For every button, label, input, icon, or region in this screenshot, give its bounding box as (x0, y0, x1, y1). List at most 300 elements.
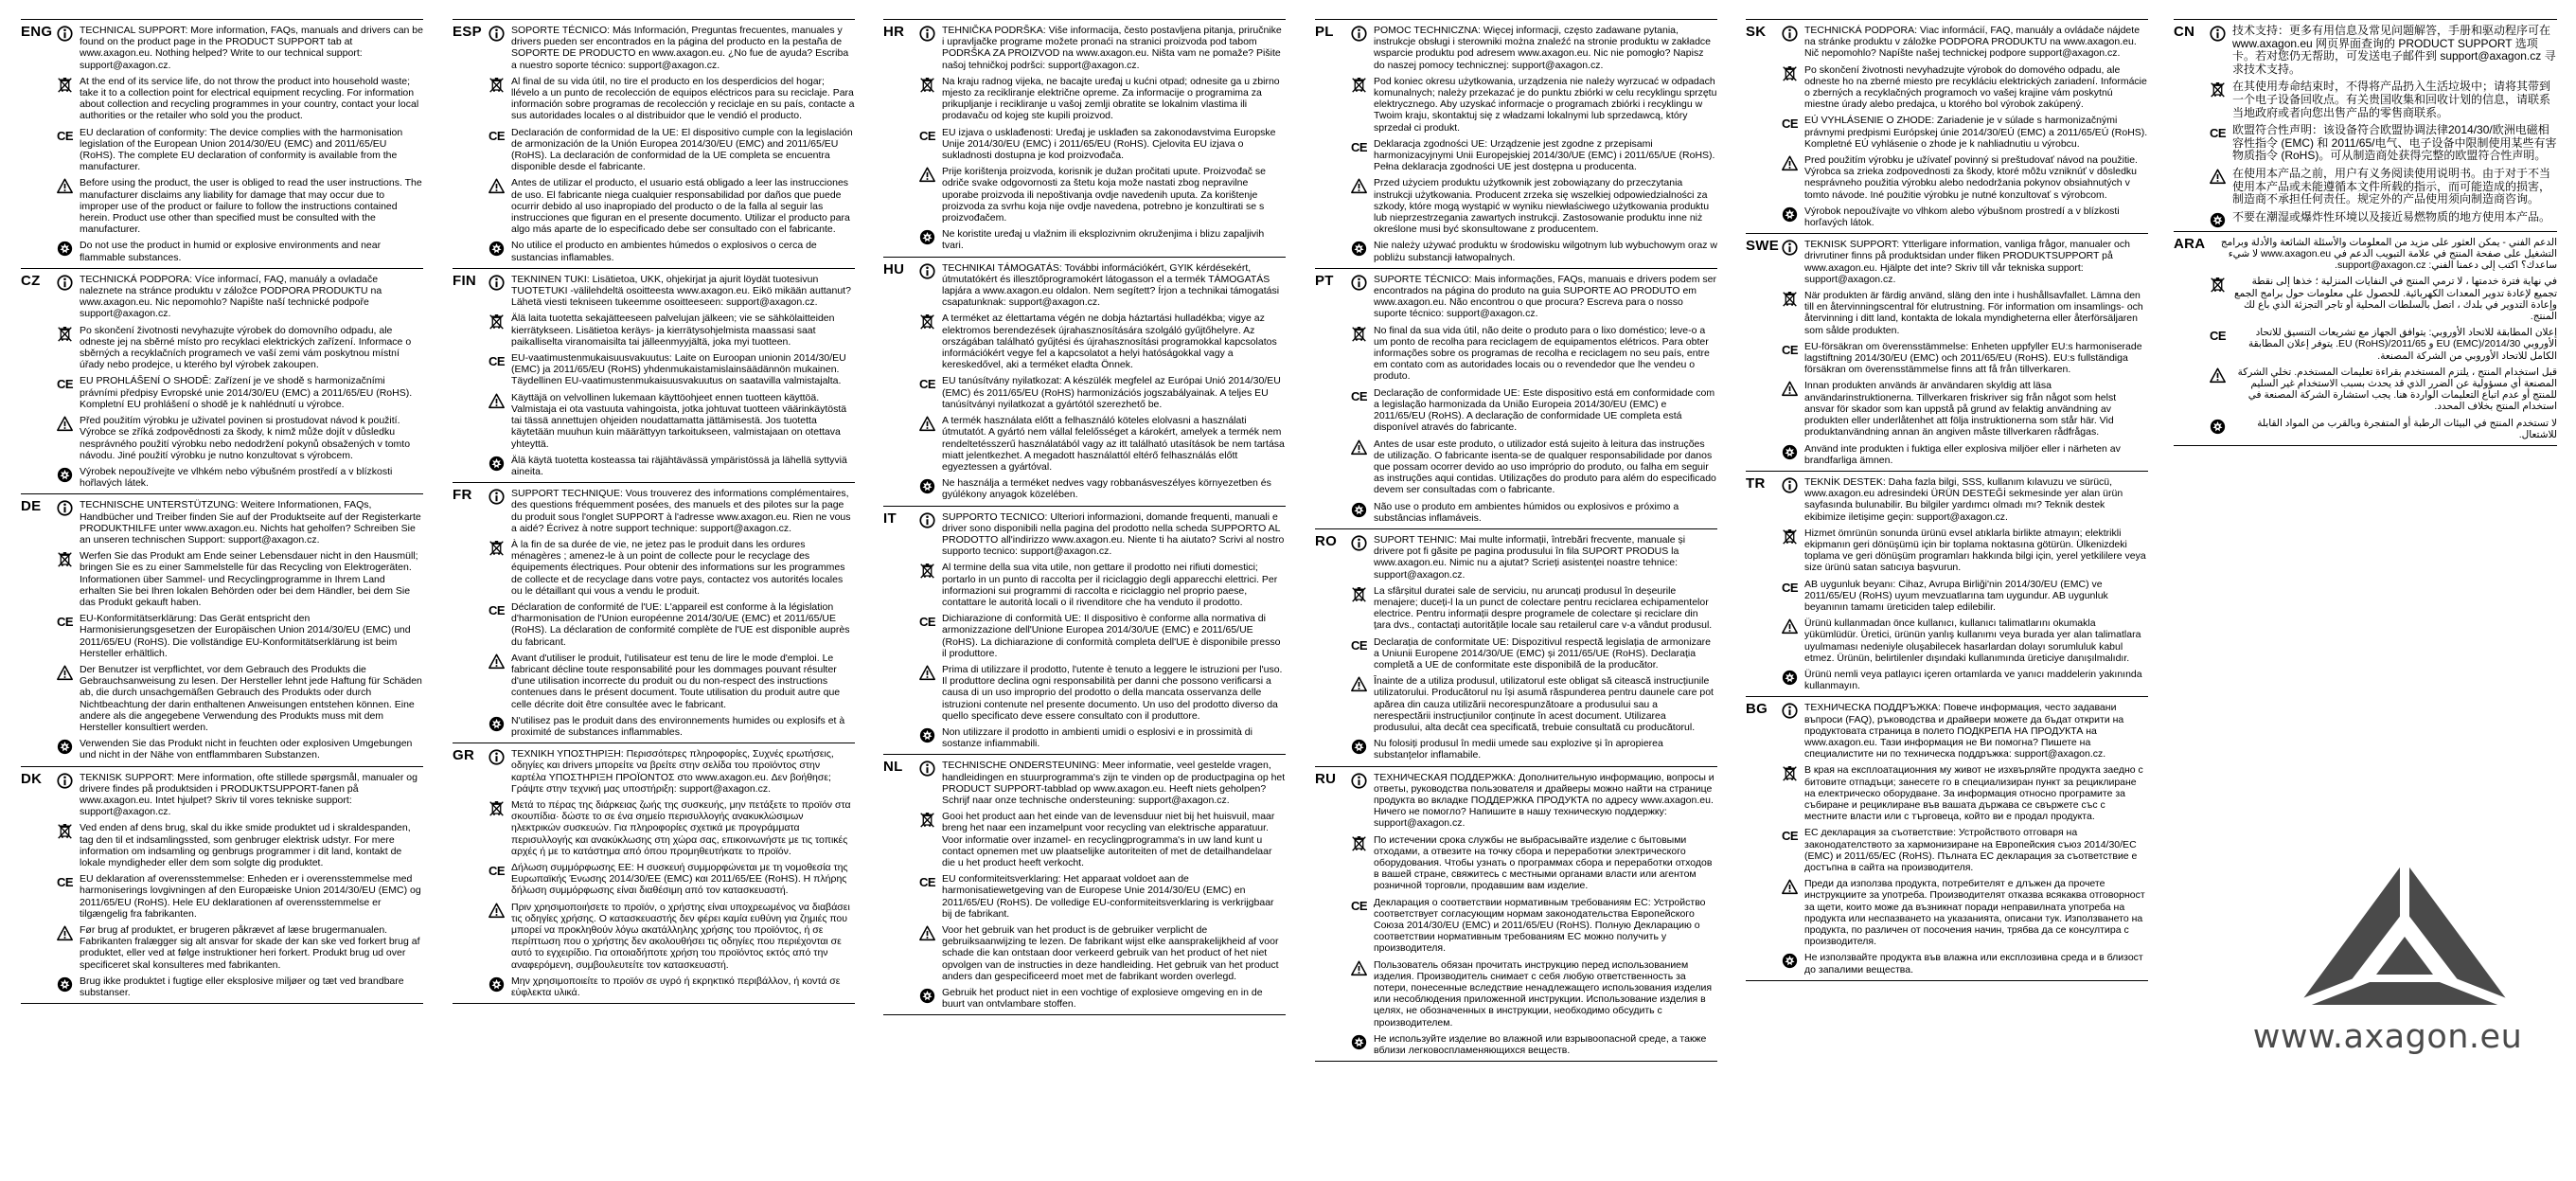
ce-mark-label: CE (1781, 116, 1799, 132)
notice-text: SOPORTE TÉCNICO: Más Información, Preguntas frecuentes, manuales y drivers pueden ser encontrados en la página del producto en la pestaña de SOPORTE DE PRODUCTO en www.axagon.eu. ¿No fue de ayuda? Escriba a nuestro soporte técnico: support@axagon.cz. (511, 25, 849, 71)
explosive-warning-icon (2210, 419, 2226, 435)
info-icon (489, 26, 505, 42)
language-entries (1351, 772, 1717, 1057)
ce-mark-icon (1782, 828, 1798, 844)
weee-bin-icon (1351, 326, 1367, 342)
notice-row (1351, 585, 1717, 632)
notice-row (1782, 878, 2148, 947)
warning-icon (2210, 367, 2226, 384)
language-entries (1351, 25, 1717, 263)
ce-mark-label: CE (918, 377, 936, 392)
notice-row (919, 760, 1286, 806)
notice-text: La sfârșitul duratei sale de serviciu, nu aruncați produsul în deșeurile menajere; duceți-l la un punct de colectare pentru reciclarea echipamentelor electrice. Pentru informații despre programele de colectare și reciclare din țara dvs., contactați autoritățile locale sau retailerul care v-a vândut produsul. (1374, 584, 1713, 632)
language-entries (57, 274, 423, 489)
language-section-cn (2174, 20, 2557, 232)
ce-mark-label: CE (1781, 342, 1799, 357)
ce-mark-icon (919, 128, 935, 144)
notice-row (1351, 387, 1717, 434)
language-entries (2210, 25, 2557, 226)
notice-row (489, 488, 855, 534)
notice-text: EU tanúsítvány nyilatkozat: A készülék megfelel az Európai Unió 2014/30/EU (EMC) és 2011/65/EU (RoHS) harmonizációs jogszabályainak. A teljes EU tanúsítványi nyilatkozat a gyártótól szerezhető be. (942, 375, 1281, 410)
language-code: IT (883, 510, 897, 527)
notice-row (489, 975, 855, 998)
notice-text: TECHNIKAI TÁMOGATÁS: További információkért, GYIK kérdésekért, útmutatókért és illesztőprogramokért látogasson el a termék TÁMOGATÁS lapjára a www.axagon.eu oldalon. Nem segített? Írjon a technikai támogatási csapatunknak: support@axagon.cz. (942, 261, 1280, 309)
language-code: DK (21, 770, 43, 787)
notice-row (1351, 534, 1717, 581)
notice-text: SUPORTE TÉCNICO: Mais informações, FAQs, manuais e drivers podem ser encontrados na página do produto na guia SUPORTE AO PRODUTO em www.axagon.eu. Não encontrou o que procura? Escreva para o nosso suporte técnico: support@axagon.cz. (1374, 273, 1716, 320)
notice-row (57, 664, 423, 733)
warning-icon (489, 653, 505, 670)
notice-text: Před použitím výrobku je uživatel povinen si prostudovat návod k použití. Výrobce se zříká zodpovědnosti za škody, k nimž může dojít v důsledku nesprávného použití výrobku nebo nedodržení pokynů obsažených v tomto návodu. Jiné použití výrobku je nutno konzultovat s výrobcem. (80, 415, 411, 461)
notice-text: قبل استخدام المنتج ، يلتزم المستخدم بقراءة تعليمات المستخدم. تخلي الشركة المصنعة أي مسؤولية عن الضرر الذي قد يحدث بسبب الاستخدام غير السليم للمنتج أو عدم اتباع التعليمات الواردة هنا. يجب استشارة الشركة المصنعة في استخدام المنتج بخلاف المحدد. (2237, 366, 2557, 413)
notice-text: Declaração de conformidade UE: Este dispositivo está em conformidade com a legislação harmonizada da União Europeia 2014/30/EU (EMC) e 2011/65/EU (RoHS). A declaração de conformidade UE completa está disponível através do fabricante. (1374, 386, 1715, 434)
notice-text: Gooi het product aan het einde van de levensduur niet bij het huisvuil, maar breng het naar een inzamelpunt voor recycling van elektrische apparatuur. Voor informatie over inzamel- en recyclingprogramma's in uw land kunt u contact opnemen met uw plaatselijke autoriteiten of met de detailhandelaar die u het product heeft verkocht. (942, 811, 1275, 868)
info-icon (1351, 275, 1367, 291)
weee-bin-icon (1782, 65, 1798, 81)
notice-row (57, 466, 423, 489)
language-entries (57, 25, 423, 263)
notice-row (57, 822, 423, 868)
notice-text: Al final de su vida útil, no tire el producto en los desperdicios del hogar; llévelo a un punto de recolección de equipos eléctricos para su reciclaje. Para información sobre programas de recolección y reciclaje en su país, contacte a sus autoridades locales o al distribuidor que le vendió el producto. (511, 75, 855, 122)
notice-row (57, 25, 423, 71)
notice-text: TECHNICKÁ PODPORA: Viac informácií, FAQ, manuály a ovládače nájdete na stránke produktu v záložke PODPORA PRODUKTU na www.axagon.eu. Nič nepomohlo? Napíšte našej technickej podpore support@axagon.cz. (1804, 25, 2141, 60)
notice-text: Älä laita tuotetta sekajätteeseen palvelujan jälkeen; vie se sähkölaitteiden kierrätykseen. Lisätietoa keräys- ja kierrätysohjelmista maassasi saat paikalliselta viranomaisilta tai jälleenmyyjältä, joka myi tuotteen. (511, 313, 835, 348)
notice-row (1351, 834, 1717, 892)
notice-text: Ürünü kullanmadan önce kullanıcı, kullanıcı talimatlarını okumakla yükümlüdür. Üretici, ürünün yanlış kullanımı veya burada yer alan talimatlara uyulmaması nedeniyle oluşabilecek hasarlardan dolayı sorumluluk kabul etmez. Ürünün, belirtilenler dışındaki kullanımında üreticiye danışılmalıdır. (1804, 617, 2141, 664)
notice-row (489, 715, 855, 738)
explosive-warning-icon (57, 739, 73, 755)
ce-mark-label: CE (2209, 329, 2227, 344)
notice-row (919, 375, 1286, 410)
explosive-warning-icon (1782, 206, 1798, 223)
notice-row (919, 562, 1286, 608)
ce-mark-icon (1782, 342, 1798, 358)
notice-text: TEHNIČKA PODRŠKA: Više informacija, često postavljena pitanja, priručnike i upravljačke programe možete pronaći na stranici proizvoda pod tabom PODRŠKA ZA PROIZVOD na www.axagon.eu. Ništa vam ne pomaže? Pišite našoj tehničkoj podršci: support@axagon.cz. (942, 25, 1282, 71)
notice-row (1782, 290, 2148, 336)
notice-row (57, 550, 423, 608)
notice-text: EU-vaatimustenmukaisuusvakuutus: Laite on Euroopan unionin 2014/30/EU (EMC) ja 2011/65/EU (RoHS) yhdenmukaistamislainsäädännön mukainen. Täydellinen EU-vaatimustenmukaisuusvakuutus on saatavilla valmistajalta. (511, 352, 846, 387)
notice-text: Der Benutzer ist verpflichtet, vor dem Gebrauch des Produkts die Gebrauchsanweisung zu lesen. Der Hersteller lehnt jede Haftung für Schäden ab, die durch unsachgemäßen Gebrauch des Produkts oder durch Nichtbeachtung der darin enthaltenen Anweisungen entstehen können. Eine andere als die angegebene Verwendung des Produkts muss mit dem Hersteller konsultiert werden. (80, 663, 422, 733)
notice-text: EU izjava o usklađenosti: Uređaj je usklađen sa zakonodavstvima Europske Unije 2014/30/EU (EMC) i 2011/65/EU (RoHS). Cjelovita EU izjava o sukladnosti dostupna je kod proizvođača. (942, 126, 1276, 162)
language-section-gr (453, 743, 855, 1004)
language-code: FR (453, 487, 472, 504)
warning-icon (919, 665, 935, 681)
notice-row (489, 392, 855, 450)
warning-icon (919, 925, 935, 941)
notice-text: Innan produkten används är användaren skyldig att läsa användarinstruktionerna. Tillverkaren friskriver sig från något som helst ansvar för skador som kan uppstå på grund av felaktig användning av produkten eller underlåtenhet att följa instruktionerna som står här. Vid produktanvändning annan än angiven måste tillverkaren rådfrågas. (1804, 380, 2117, 438)
notice-row (2210, 168, 2557, 206)
language-section-hr (883, 20, 1286, 258)
warning-icon (1782, 618, 1798, 635)
explosive-warning-icon (489, 976, 505, 993)
notice-row (1351, 738, 1717, 760)
notice-row (919, 664, 1286, 722)
language-section-nl (883, 755, 1286, 1015)
language-code: ARA (2174, 235, 2206, 252)
notice-row (57, 499, 423, 546)
explosive-warning-icon (919, 229, 935, 245)
ce-mark-icon (489, 602, 505, 618)
notice-row (57, 177, 423, 235)
notice-row (57, 76, 423, 122)
notice-row (919, 873, 1286, 920)
ce-mark-label: CE (1350, 898, 1368, 913)
warning-icon (57, 178, 73, 194)
language-section-cz (21, 269, 423, 494)
info-icon (57, 773, 73, 789)
notice-row (1782, 341, 2148, 376)
weee-bin-icon (919, 812, 935, 828)
notice-row (1782, 764, 2148, 822)
language-entries (1351, 534, 1717, 761)
notice-row (919, 313, 1286, 370)
warning-icon (1351, 439, 1367, 456)
language-code: PT (1315, 272, 1334, 289)
notice-text: في نهاية فترة خدمتها ، لا ترمي المنتج في النفايات المنزلية ؛ خذها إلى نقطة تجميع لإعادة تدوير المعدات الكهربائية. للحصول على معلومات حول برامج الجمع وإعادة التدوير في بلدك ، اتصل بالسلطات المحلية أو تاجر التجزئة الذي باع لك المنتج. (2234, 276, 2557, 322)
language-section-ara (2174, 232, 2557, 446)
notice-row (919, 76, 1286, 122)
notice-text: Δήλωση συμμόρφωσης ΕΕ: Η συσκευή συμμορφώνεται με τη νομοθεσία της Ευρωπαϊκής Ένωσης 2014/30/ΕΕ (EMC) και 2011/65/ΕΕ (RoHS). Η πλήρης δήλωση συμμόρφωσης είναι διαθέσιμη από τον κατασκευαστή. (511, 862, 848, 897)
notice-row (1351, 675, 1717, 733)
notice-text: Gebruik het product niet in een vochtige of explosieve omgeving en in de buurt van ontvlambare stoffen. (942, 987, 1263, 1011)
notice-text: Przed użyciem produktu użytkownik jest zobowiązany do przeczytania instrukcji użytkowania. Producent zrzeka się wszelkiej odpowiedzialności za szkody, które mogą wystąpić w wyniku niewłaściwego użytkowania produktu lub nieprzestrzegania zawartych instrukcji. Zastosowanie produktu inne niż określone musi być skonsultowane z producentem. (1374, 177, 1710, 236)
notice-text: EU-försäkran om överensstämmelse: Enheten uppfyller EU:s harmoniserade lagstiftning 2014/30/EU (EMC) och 2011/65/EU (RoHS). EU:s fullständiga försäkran om överensstämmelse finns att få från tillverkaren. (1804, 340, 2142, 376)
notice-row (489, 539, 855, 597)
weee-bin-icon (2210, 277, 2226, 293)
notice-text: لا تستخدم المنتج في البيئات الرطبة أو المتفجرة وبالقرب من المواد القابلة للاشتعال. (2257, 417, 2557, 440)
language-entries (489, 748, 855, 998)
notice-text: TECHNISCHE UNTERSTÜTZUNG: Weitere Informationen, FAQs, Handbücher und Treiber finden Sie auf der Produktseite auf der Registerkarte PRODUKTHILFE unter www.axagon.eu. Nichts hat geholfen? Schreiben Sie an unseren technischen Support: support@axagon.cz. (80, 499, 421, 546)
warning-icon (1351, 676, 1367, 692)
warning-icon (2210, 169, 2226, 185)
language-entries (489, 25, 855, 263)
warning-icon (57, 925, 73, 941)
ce-mark-label: CE (918, 615, 936, 630)
column-2 (453, 19, 855, 1170)
notice-row (1351, 1033, 1717, 1056)
notice-text: TEKNINEN TUKI: Lisätietoa, UKK, ohjekirjat ja ajurit löydät tuotesivun TUOTETUKI -välilehdeltä osoitteesta www.axagon.eu. Eikö mikään auttanut? Lähetä viesti tekniseen tukeemme osoitteeseen: support@axagon.cz. (511, 273, 851, 309)
ce-mark-label: CE (56, 377, 74, 392)
explosive-warning-icon (1351, 739, 1367, 755)
notice-text: Výrobek nepoužívejte ve vlhkém nebo výbušném prostředí a v blízkosti hořlavých látek. (80, 465, 393, 490)
language-entries (919, 511, 1286, 750)
column-5 (1746, 19, 2148, 1170)
ce-mark-icon (1351, 637, 1367, 653)
notice-row (1782, 952, 2148, 975)
notice-text: Декларация о соответствии нормативным требованиям ЕС: Устройство соответствует согласующим нормам законодательства Европейского Союза 2014/30/EU (EMC) и 2011/65/EU (RoHS). Полную Декларацию о соответствии нормативным требованиям ЕС можно получить у производителя. (1374, 896, 1706, 955)
language-code: CN (2174, 24, 2195, 40)
info-icon (57, 26, 73, 42)
notice-text: TECHNICAL SUPPORT: More information, FAQs, manuals and drivers can be found on the product page in the PRODUCT SUPPORT tab at www.axagon.eu. Nothing helped? Write to our technical support: support@axagon.cz. (80, 25, 423, 71)
ce-mark-icon (57, 614, 73, 630)
info-icon (1782, 703, 1798, 719)
ce-mark-icon (1351, 388, 1367, 404)
notice-text: Dichiarazione di conformità UE: Il dispositivo è conforme alla normativa di armonizzazione dell'Unione Europea 2014/30/UE (EMC) e 2011/65/UE (RoHS). La dichiarazione di conformità completa dell'UE è disponibile presso il produttore. (942, 613, 1281, 659)
notice-row (1782, 115, 2148, 150)
notice-row (57, 873, 423, 920)
notice-text: EU declaration of conformity: The device complies with the harmonisation legislation of the European Union 2014/30/EU (EMC) and 2011/65/EU (RoHS). The complete EU declaration of conformity is available from the manufacturer. (80, 126, 403, 173)
notice-text: Не используйте изделие во влажной или взрывоопасной среде, а также вблизи легковоспламеняющихся веществ. (1374, 1032, 1707, 1057)
notice-row (57, 325, 423, 371)
notice-text: Antes de utilizar el producto, el usuario está obligado a leer las instrucciones de uso. El fabricante niega cualquier responsabilidad por daños que puede ocurrir debido al uso inapropiado del producto o de la falla al seguir las instrucciones que figuran en el presente documento. Utilizar el producto para algo más aparte de lo especificado debe ser consultado con el fabricante. (511, 177, 850, 236)
explosive-warning-icon (1351, 241, 1367, 257)
notice-text: TEKNİK DESTEK: Daha fazla bilgi, SSS, kullanım kılavuzu ve sürücü, www.axagon.eu adresindeki ÜRÜN DESTEĞİ sekmesinde yer alan ürün sayfasında bulunabilir. Bu bilgiler yardımcı olmadı mı? Teknik destek ekibimize iletişime geçin: support@axagon.cz. (1804, 475, 2123, 523)
notice-text: SUPORT TEHNIC: Mai multe informații, întrebări frecvente, manuale și drivere pot fi găsite pe pagina produsului în fila SUPORT PRODUS la www.axagon.eu. Nimic nu a ajutat? Scrieți asistenței noastre tehnice: support@axagon.cz. (1374, 533, 1686, 581)
language-entries (1782, 25, 2148, 228)
notice-text: Πριν χρησιμοποιήσετε το προϊόν, ο χρήστης είναι υποχρεωμένος να διαβάσει τις οδηγίες χρήσης. Ο κατασκευαστής δεν φέρει καμία ευθύνη για ζημιές που μπορεί να προκληθούν λόγω ακατάλληλης χρήσης του προϊόντος, ή σε περίπτωση που ο χρήστης δεν ακολουθήσει τις οδηγίες που περιέχονται σε αυτό το εγχειρίδιο. Για οποιαδήποτε χρήση του προϊόντος εκτός από την αναφερόμενη, συμβουλευτείτε τον κατασκευαστή. (511, 901, 850, 971)
notice-row (2210, 327, 2557, 362)
notice-row (1351, 438, 1717, 496)
language-entries (1351, 274, 1717, 524)
notice-row (57, 375, 423, 410)
notice-text: Не използвайте продукта във влажна или експлозивна среда и в близост до запалими вещества. (1804, 952, 2143, 975)
info-icon (1782, 477, 1798, 493)
weee-bin-icon (489, 77, 505, 93)
notice-row (1351, 325, 1717, 383)
notice-text: Älä käytä tuotetta kosteassa tai räjähtävässä ympäristössä ja lähellä syttyviä aineita. (511, 454, 847, 477)
notice-text: الدعم الفني - يمكن العثور على مزيد من المعلومات والأسئلة الشائعة والأدلة وبرامج التشغيل على صفحة المنتج في علامة التبويب الدعم في www.axagon.eu لا شيء ساعدك؟ اكتب إلى دعمنا الفني: support@axagon.cz. (2220, 236, 2557, 272)
ce-mark-icon (1351, 898, 1367, 914)
language-entries (1782, 239, 2148, 466)
explosive-warning-icon (57, 976, 73, 993)
notice-text: Declaración de conformidad de la UE: El dispositivo cumple con la legislación de armonización de la Unión Europea 2014/30/EU (EMC) and 2011/65/EU (RoHS). La declaración de conformidad de la UE completa se encuentra disponible desde el fabricante. (511, 126, 853, 173)
language-section-pl (1315, 20, 1717, 269)
info-icon (489, 489, 505, 505)
notice-row (2210, 276, 2557, 322)
notice-row (1782, 528, 2148, 574)
notice-row (1782, 380, 2148, 438)
weee-bin-icon (489, 313, 505, 330)
ce-mark-label: CE (1350, 139, 1368, 154)
warning-icon (57, 665, 73, 681)
language-code: HU (883, 260, 905, 277)
notice-row (919, 127, 1286, 162)
notice-row (489, 127, 855, 173)
ce-mark-label: CE (918, 128, 936, 143)
notice-text: Käyttäjä on velvollinen lukemaan käyttöohjeet ennen tuotteen käyttöä. Valmistaja ei ota vastuuta vahingoista, jotka johtuvat tuotteen väärinkäytöstä tai tässä annettujen ohjeiden noudattamatta jättämisestä. Jos tuotetta käytetään muuhun kuin määrättyyn tarkoitukseen, valmistajaan on otettava yhteyttä. (511, 391, 847, 450)
language-section-esp (453, 20, 855, 269)
notice-row (57, 772, 423, 818)
notice-text: Пользователь обязан прочитать инструкцию перед использованием изделия. Производитель снимает с себя любую ответственность за потери, понесенные вследствие ненадлежащего использования изделия или несоблюдения приложенной инструкции. Использование изделия в целях, не обозначенных в инструкции, необходимо обсудить с производителем. (1374, 958, 1713, 1029)
notice-text: TECHNICKÁ PODPORA: Více informací, FAQ, manuály a ovladače naleznete na stránce produktu v záložce PODPORA PRODUKTU na www.axagon.eu. Nic nepomohlo? Napište naší technické podpoře support@axagon.cz. (80, 273, 382, 320)
brand-url[interactable]: www.axagon.eu (2252, 1018, 2523, 1056)
explosive-warning-icon (1782, 953, 1798, 969)
ce-mark-label: CE (1350, 388, 1368, 403)
warning-icon (489, 178, 505, 194)
warning-icon (919, 167, 935, 183)
notice-text: ΤΕΧΝΙΚΗ ΥΠΟΣΤΗΡΙΞΗ: Περισσότερες πληροφορίες, Συχνές ερωτήσεις, οδηγίες και drivers μπορείτε να βρείτε στην σελίδα του προϊόντος στην καρτέλα ΥΠΟΣΤΗΡΙΞΗ ΠΡΟΪΟΝΤΟΣ στο www.axagon.eu. Δεν βοήθησε; Γράψτε στην τεχνική μας υποστήριξη: support@axagon.cz. (511, 748, 834, 795)
weee-bin-icon (919, 77, 935, 93)
info-icon (1782, 26, 1798, 42)
ce-mark-label: CE (2209, 126, 2227, 141)
weee-bin-icon (1782, 528, 1798, 545)
language-code: ESP (453, 24, 482, 40)
axagon-logo (2291, 857, 2518, 1009)
ce-mark-icon (919, 376, 935, 392)
notice-row (489, 653, 855, 710)
notice-text: ТЕХНИЧЕСКА ПОДДРЪЖКА: Повече информация, често задавани въпроси (FAQ), ръководства и драйвери можете да бъдат открити на продуктовата страница в полето ПОДКРЕПА НА ПРОДУКТА на www.axagon.eu. Тази информация не Ви помогна? Пишете на специалистите ни по техническа поддръжка: support@axagon.cz. (1804, 702, 2124, 760)
ce-mark-icon (1782, 116, 1798, 132)
weee-bin-icon (1351, 77, 1367, 93)
ce-mark-label: CE (1350, 637, 1368, 653)
notice-text: À la fin de sa durée de vie, ne jetez pas le produit dans les ordures ménagères ; amenez-le à un point de collecte pour le recyclage des équipements électriques. Pour obtenir des informations sur les programmes de collecte et de recyclage dans votre pays, contactez vos autorités locales ou le détaillant qui vous a vendu le produit. (511, 538, 845, 597)
ce-mark-icon (919, 614, 935, 630)
ce-mark-label: CE (1781, 580, 1799, 595)
notice-row (1782, 702, 2148, 760)
weee-bin-icon (489, 540, 505, 556)
explosive-warning-icon (57, 241, 73, 257)
weee-bin-icon (1351, 835, 1367, 851)
notice-row (1351, 636, 1717, 671)
notice-text: No final da sua vida útil, não deite o produto para o lixo doméstico; leve-o a um ponto de recolha para reciclagem de equipamentos elétricos. Para obter informações sobre os programas de recolha e reciclagem no seu país, entre em contato com as autoridades locais ou o revendedor que lhe vendeu o produto. (1374, 324, 1710, 383)
notice-row (57, 274, 423, 320)
notice-row (489, 313, 855, 348)
notice-text: Ne koristite uređaj u vlažnim ili eksplozivnim okruženjima i blizu zapaljivih tvari. (942, 228, 1265, 252)
notice-text: Al termine della sua vita utile, non gettare il prodotto nei rifiuti domestici; portarlo in un punto di raccolta per il riciclaggio degli apparecchi elettrici. Per informazioni sui programmi di raccolta e riciclaggio nel proprio paese, contattare le autorità locali o il rivenditore che ha venduto il prodotto. (942, 562, 1278, 608)
notice-row (1351, 274, 1717, 320)
notice-row (2210, 418, 2557, 440)
notice-text: إعلان المطابقة للاتحاد الأوروبي: يتوافق الجهاز مع تشريعات التنسيق للاتحاد الأوروبي 2014/30/EU (EMC) و 2011/65/EU (RoHS). يتوفر إعلان المطابقة الكامل للاتحاد الأوروبي من الشركة المصنعة. (2247, 327, 2557, 362)
notice-row (489, 240, 855, 262)
notice-text: Déclaration de conformité de l'UE: L'appareil est conforme à la législation d'harmonisation de l'Union européenne 2014/30/UE (EMC) et 2011/65/UE (RoHS). La déclaration de conformité complète de l'UE est disponible auprès du fabricant. (511, 600, 850, 648)
weee-bin-icon (1782, 765, 1798, 781)
notice-text: TEKNISK SUPPORT: Mere information, ofte stillede spørgsmål, manualer og drivere findes på produktsiden i PRODUKTSUPPORT-fanen på www.axagon.eu. Intet hjulpet? Skriv til vores tekniske support: support@axagon.cz. (80, 771, 417, 818)
notice-row (1782, 579, 2148, 614)
notice-text: Μετά το πέρας της διάρκειας ζωής της συσκευής, μην πετάξετε το προϊόν στα σκουπίδια· δώστε το σε ένα σημείο περισυλλογής ανακυκλώσιμων ηλεκτρικών συσκευών. Για πληροφορίες σχετικά με προγράμματα περισυλλογής και ανακύκλωσης στη χώρα σας, επικοινωνήστε με τις τοπικές αρχές ή με το κατάστημα από όπου προμηθευτήκατε το προϊόν. (511, 798, 851, 857)
warning-icon (489, 393, 505, 409)
weee-bin-icon (2210, 81, 2226, 98)
ce-mark-icon (57, 376, 73, 392)
notice-text: EU deklaration af overensstemmelse: Enheden er i overensstemmelse med harmoniserings lovgivningen af den Europæiske Union 2014/30/EU (EMC) og 2011/65/EU (RoHS). Hele EU deklarationen af overensstemmelse er tilgængelig fra fabrikanten. (80, 873, 421, 920)
notice-text: A termék használata előtt a felhasználó köteles elolvasni a használati útmutatót. A gyártó nem vállal felelősséget a károkért, amelyek a termék nem rendeltetésszerű használatából vagy az itt található utasítások be nem tartása miatt jelentkezhet. A megadott használattól eltérő felhasználás előtt egyeztessen a gyártóval. (942, 415, 1285, 473)
notice-row (489, 455, 855, 477)
warning-icon (1782, 879, 1798, 895)
info-icon (919, 760, 935, 777)
ce-mark-icon (489, 128, 505, 144)
notice-text: EU PROHLÁŠENÍ O SHODĚ: Zařízení je ve shodě s harmonizačními právními předpisy Evropské unie 2014/30/EU (EMC) a 2011/65/EU (RoHS). Kompletní EU prohlášení o shodě je k nahlédnutí u výrobce. (80, 375, 413, 410)
notice-row (919, 811, 1286, 868)
notice-text: Prima di utilizzare il prodotto, l'utente è tenuto a leggere le istruzioni per l'uso. Il produttore declina ogni responsabilità per danni che possono verificarsi a causa di un uso improprio del prodotto o della mancata osservanza delle istruzioni contenute nel presente documento. Un uso del prodotto diverso da quello specificato deve essere consultato con il produttore. (942, 663, 1283, 722)
column-3 (883, 19, 1286, 1170)
explosive-warning-icon (1351, 1034, 1367, 1050)
notice-text: EU conformiteitsverklaring: Het apparaat voldoet aan de harmonisatiewetgeving van de Europese Unie 2014/30/EU (EMC) en 2011/65/EU (RoHS). De volledige EU-conformiteitsverklaring is verkrijgbaar bij de fabrikant. (942, 873, 1274, 920)
info-icon (919, 263, 935, 279)
explosive-warning-icon (919, 727, 935, 743)
notice-row (57, 924, 423, 971)
ce-mark-label: CE (918, 875, 936, 890)
notice-text: 在其使用寿命结束时，不得将产品扔入生活垃圾中；请将其带到一个电子设备回收点。有关贵国收集和回收计划的信息，请联系当地政府或者向您出售产品的零售商联系。 (2232, 80, 2551, 119)
notice-text: AB uygunluk beyanı: Cihaz, Avrupa Birliği'nin 2014/30/EU (EMC) ve 2011/65/EU (RoHS) uyum mevzuatlarına tam uygundur. AB uygunluk beyanının tamamı üreticiden talep edilebilir. (1804, 578, 2108, 613)
notice-row (1351, 959, 1717, 1029)
notice-row (919, 924, 1286, 982)
notice-row (489, 862, 855, 897)
notice-text: Før brug af produktet, er brugeren påkrævet af læse brugermanualen. Fabrikanten fralægger sig alt ansvar for skade der kan ske ved forkert brug af produktet, eller ved at følge instruktioner heri forkert. Produkt brug ud over specificeret skal konsulteres med fabrikanten. (80, 924, 420, 971)
notice-text: Antes de usar este produto, o utilizador está sujeito à leitura das instruções de utilização. O fabricante isenta-se de qualquer responsabilidade por danos que possam ocorrer devido ao uso impróprio do produto, ou falha em seguir as instruções aqui contidas. Utilizações do produto para além do especificado devem ser consultadas com o fabricante. (1374, 438, 1716, 496)
notice-text: Brug ikke produktet i fugtige eller eksplosive miljøer og tæt ved brandbare substanser. (80, 975, 404, 999)
info-icon (57, 500, 73, 516)
language-code: CZ (21, 272, 41, 289)
warning-icon (57, 416, 73, 432)
notice-text: Na kraju radnog vijeka, ne bacajte uređaj u kućni otpad; odnesite ga u zbirno mjesto za recikliranje električne opreme. Za informacije o programima za prikupljanje i recikliranje u vašoj zemlji obratite se lokalnim vlastima ili prodavaču od kojeg ste kupili proizvod. (942, 75, 1280, 122)
warning-icon (1351, 960, 1367, 976)
notice-row (919, 477, 1286, 500)
notice-row (2210, 124, 2557, 163)
language-entries (1782, 476, 2148, 691)
language-code: RU (1315, 770, 1337, 787)
notice-row (1351, 501, 1717, 524)
info-icon (1782, 240, 1798, 256)
column-4 (1315, 19, 1717, 1170)
notice-text: В края на експлоатационния му живот не изхвърляйте продукта заедно с битовите отпадъци; занесете го в специализиран пункт за рециклиране на електрическо оборудване. За информация относно програмите за събиране и рециклиране във вашата държава се свържете със с местните власти или с търговеца, който ви е продал продукта. (1804, 764, 2143, 823)
notice-text: Declarația de conformitate UE: Dispozitivul respectă legislația de armonizare a Uniunii Europene 2014/30/UE (EMC) și 2011/65/UE (RoHS). Declarația completă a UE de conformitate este disponibilă de la producător. (1374, 635, 1711, 671)
weee-bin-icon (57, 326, 73, 342)
weee-bin-icon (1782, 291, 1798, 307)
weee-bin-icon (489, 800, 505, 816)
notice-row (1782, 827, 2148, 873)
notice-row (919, 262, 1286, 309)
notice-row (2210, 367, 2557, 413)
notice-text: 欧盟符合性声明：该设备符合欧盟协调法律2014/30/欧洲电磁相容性指令 (EMC) 和 2011/65/电气、电子设备中限制使用某些有害物质指令 (RoHS)。可从制造商处获得完整的欧盟符合性声明。 (2232, 123, 2557, 163)
language-code: SK (1746, 24, 1767, 40)
notice-text: Преди да използва продукта, потребителят е длъжен да прочете инструкциите за употреба. Производителят отказва всякаква отговорност за щети, които може да възникнат поради неправилната употреба на продукта или неспазването на указанията, описани тук. Използването на продукта, по различен от посочения начин, трябва да се консултира с производителя. (1804, 878, 2145, 948)
info-icon (919, 26, 935, 42)
column-1 (21, 19, 423, 1170)
notice-text: ТЕХНИЧЕСКАЯ ПОДДЕРЖКА: Дополнительную информацию, вопросы и ответы, руководства пользователя и драйверы можно найти на странице продукта во вкладке ПОДДЕРЖКА ПРОДУКТА по адресу www.axagon.eu. Ничего не помогло? Напишите в нашу техническую поддержку: support@axagon.cz. (1374, 771, 1714, 830)
notice-text: Verwenden Sie das Produkt nicht in feuchten oder explosiven Umgebungen und nicht in der Nähe von entflammbaren Substanzen. (80, 738, 413, 761)
explosive-warning-icon (489, 456, 505, 472)
info-icon (57, 275, 73, 291)
notice-text: Prije korištenja proizvoda, korisnik je dužan pročitati upute. Proizvođač se odriče svake odgovornosti za štetu koja može nastati zbog nepravilne uporabe proizvoda ili nepoštivanja ovdje navedenih uputa. Za korištenje proizvoda za svrhu koja nije ovdje navedena, potrebno je konzultirati se s proizvođačem. (942, 166, 1267, 224)
notice-row (489, 799, 855, 857)
weee-bin-icon (57, 551, 73, 567)
notice-text: POMOC TECHNICZNA: Więcej informacji, często zadawane pytania, instrukcje obsługi i sterowniki można znaleźć na stronie produktu w zakładce wsparcie produktu pod adresem www.axagon.eu. Nic nie pomogło? Napisz do naszej pomocy technicznej: support@axagon.cz. (1374, 25, 1712, 71)
warning-icon (919, 416, 935, 432)
notice-row (489, 902, 855, 971)
explosive-warning-icon (1782, 670, 1798, 686)
notice-text: Výrobok nepoužívajte vo vlhkom alebo výbušnom prostredí a v blízkosti horľavých látok. (1804, 205, 2120, 229)
notice-row (489, 274, 855, 309)
ce-mark-icon (1782, 580, 1798, 596)
language-code: GR (453, 747, 475, 764)
ce-mark-icon (489, 353, 505, 369)
notice-text: Μην χρησιμοποιείτε το προϊόν σε υγρό ή εκρηκτικό περιβάλλον, ή κοντά σε εύφλεκτα υλικά. (511, 975, 841, 999)
language-code: SWE (1746, 238, 1780, 255)
notice-row (919, 228, 1286, 251)
notice-row (2210, 237, 2557, 272)
weee-bin-icon (57, 77, 73, 93)
language-entries (489, 274, 855, 477)
info-icon (489, 749, 505, 765)
notice-text: Deklaracja zgodności UE: Urządzenie jest zgodne z przepisami harmonizacyjnymi Unii Europejskiej 2014/30/UE (EMC) i 2011/65/UE (RoHS). Pełna deklaracja zgodności UE jest dostępna u producenta. (1374, 137, 1715, 173)
notice-row (1782, 239, 2148, 285)
notice-text: 技术支持：更多有用信息及常见问题解答，手册和驱动程序可在 www.axagon.eu 网页界面查询的 PRODUCT SUPPORT 选项卡。若对您仍无帮助，可发送电子邮件到 support@axagon.cz 寻求技术支持。 (2232, 24, 2556, 76)
language-section-hu (883, 258, 1286, 507)
ce-mark-icon (57, 874, 73, 890)
notice-row (57, 738, 423, 760)
notice-row (57, 613, 423, 659)
info-icon (1351, 773, 1367, 789)
notice-row (1351, 177, 1717, 235)
explosive-warning-icon (919, 478, 935, 494)
ce-mark-label: CE (488, 864, 506, 878)
language-section-eng (21, 20, 423, 269)
language-entries (57, 772, 423, 999)
language-section-fin (453, 269, 855, 483)
notice-text: EÚ VYHLÁSENIE O ZHODE: Zariadenie je v súlade s harmonizačnými právnymi predpismi Európskej únie 2014/30/EÚ (EMC) a 2011/65/EÚ (RoHS). Kompletné EÚ vyhlásenie o zhode je k nahliadnutiu u výrobcu. (1804, 115, 2148, 150)
language-section-dk (21, 767, 423, 1005)
warning-icon (1782, 155, 1798, 171)
notice-text: Não use o produto em ambientes húmidos ou explosivos e próximo a substâncias inflamáveis. (1374, 500, 1679, 524)
